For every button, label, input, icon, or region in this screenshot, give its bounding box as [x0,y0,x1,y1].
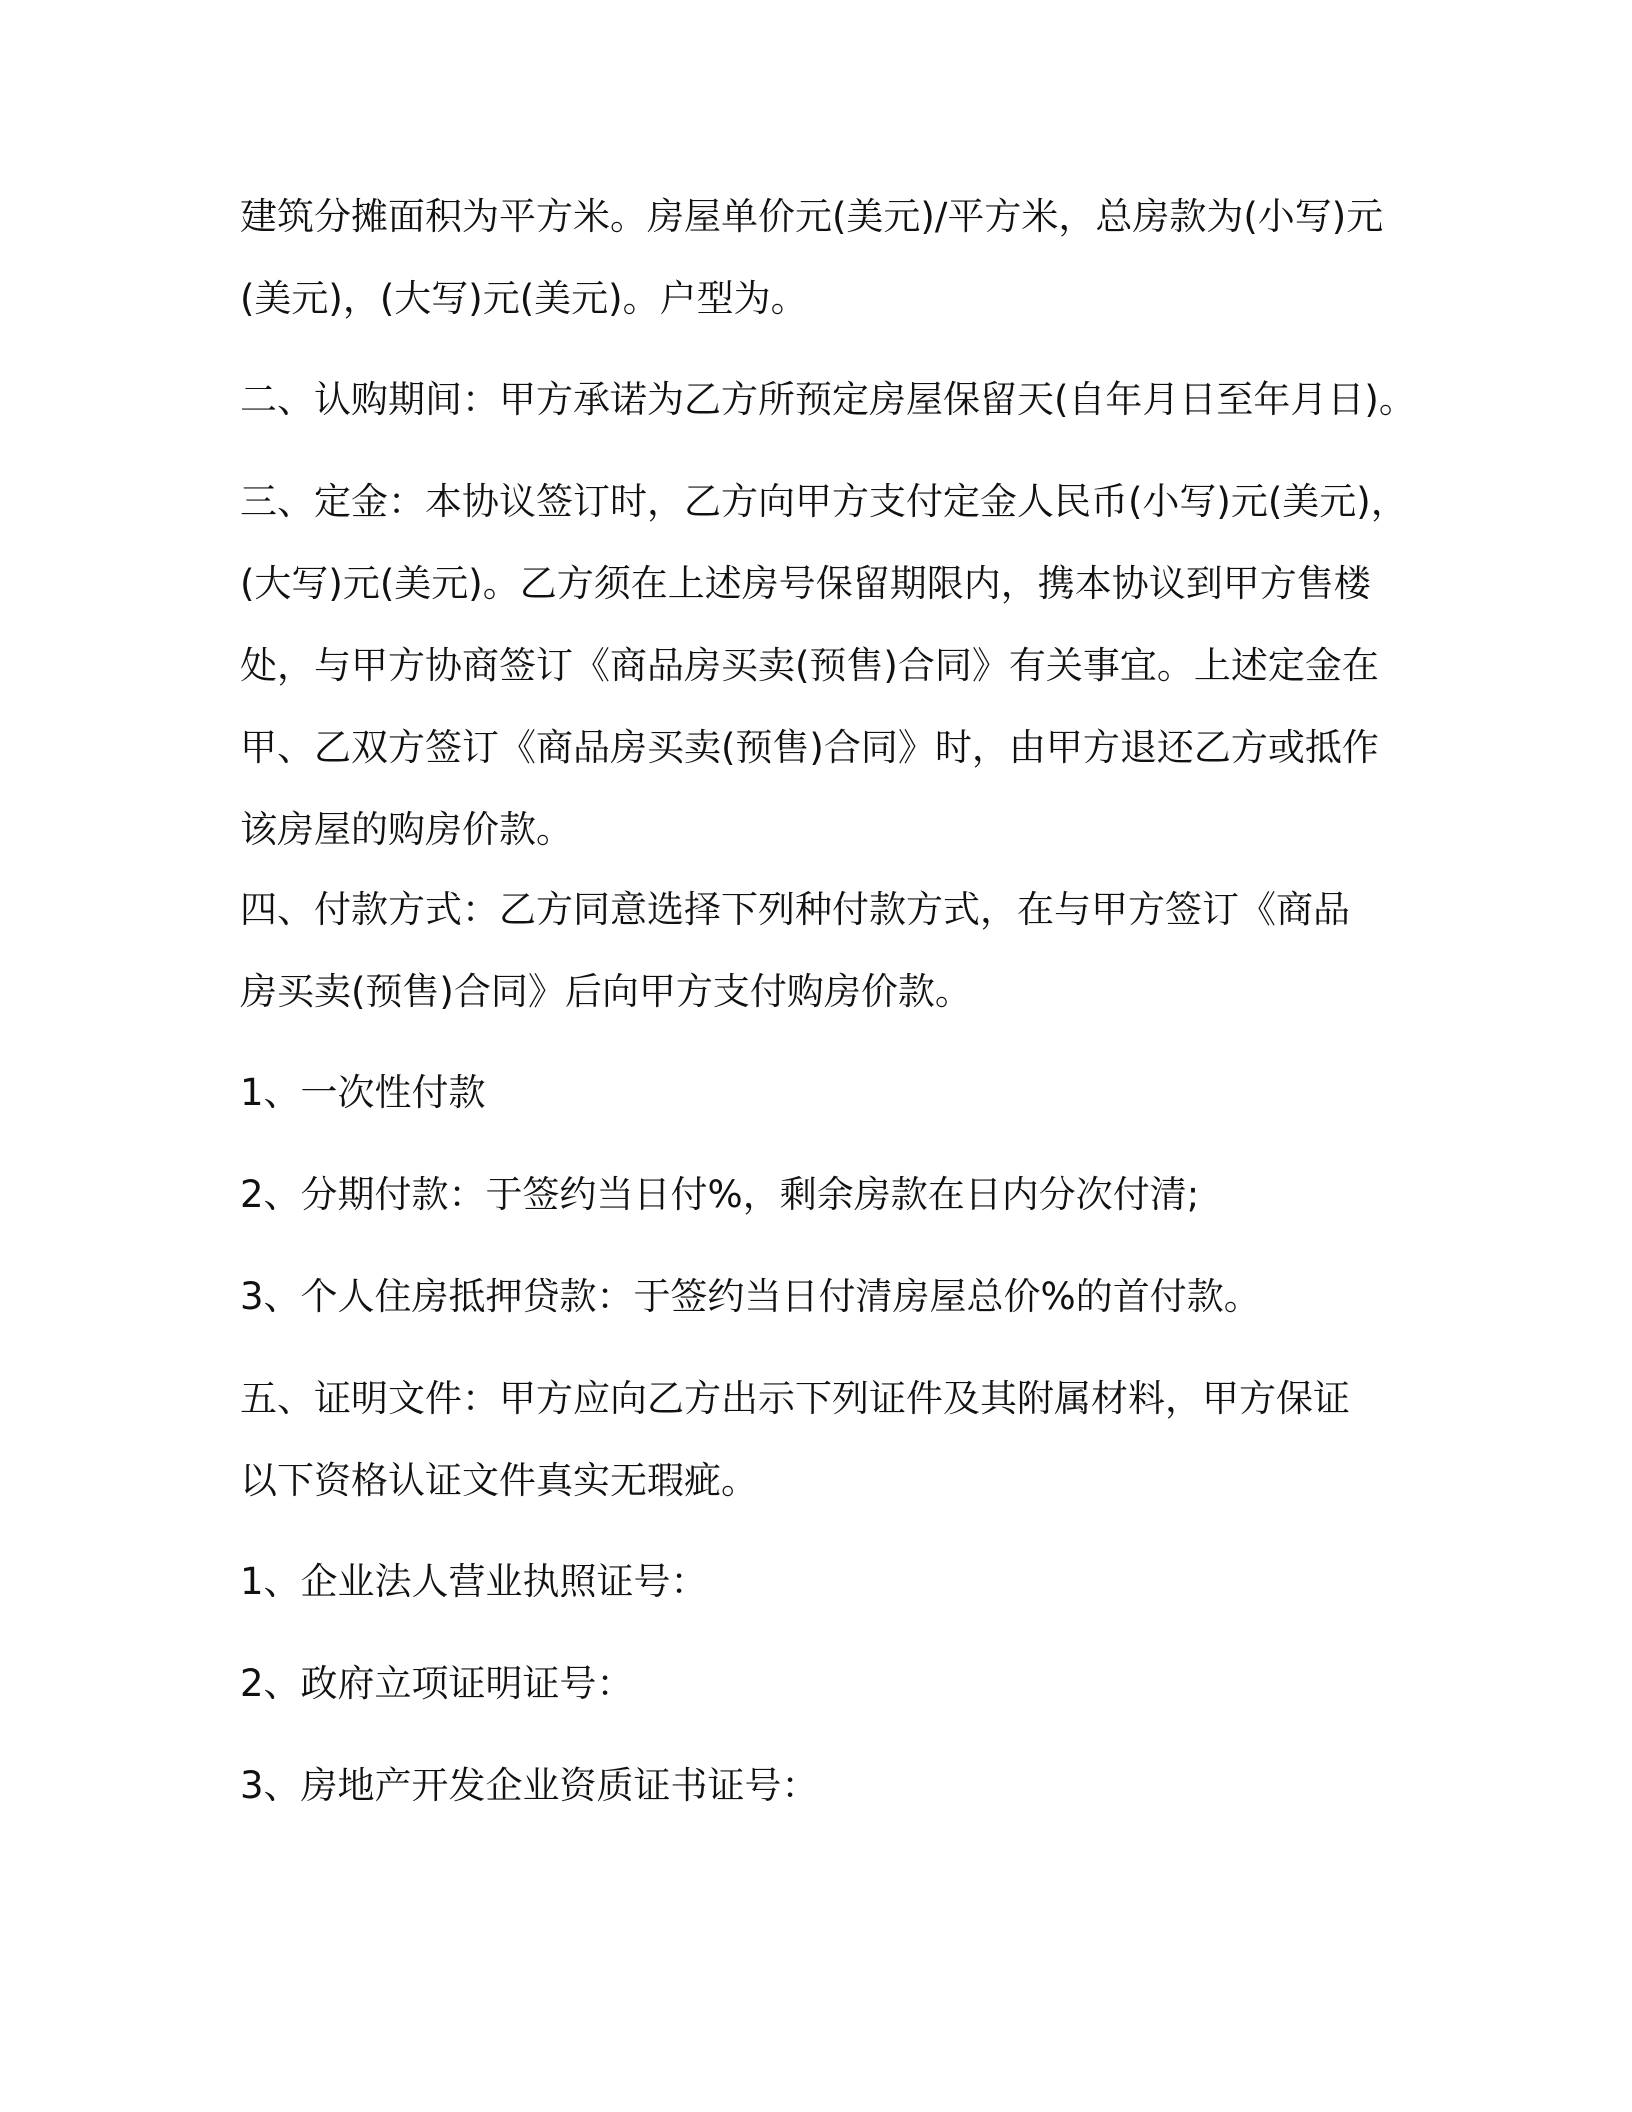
list-item-project-approval [240,1643,634,1725]
text-line: 3、房地产开发企业资质证书证号： [240,1764,819,1807]
text-line: 房买卖(预售)合同》后向甲方支付购房价款。 [240,970,972,1013]
text-line: 该房屋的购房价款。 [240,808,573,851]
text-line: 2、政府立项证明证号： [240,1662,634,1705]
text-line: 以下资格认证文件真实无瑕疵。 [240,1459,758,1502]
text-line: 三、定金：本协议签订时，乙方向甲方支付定金人民币(小写)元(美元)， [240,480,1408,523]
text-line: 处，与甲方协商签订《商品房买卖(预售)合同》有关事宜。上述定金在 [240,644,1379,687]
text-line: 五、证明文件：甲方应向乙方出示下列证件及其附属材料，甲方保证 [240,1377,1350,1420]
text-line: (大写)元(美元)。乙方须在上述房号保留期限内，携本协议到甲方售楼 [240,562,1371,605]
text-line: 建筑分摊面积为平方米。房屋单价元(美元)/平方米，总房款为(小写)元 [240,195,1384,238]
text-line: 2、分期付款：于签约当日付%，剩余房款在日内分次付清; [240,1173,1200,1216]
text-line: 二、认购期间：甲方承诺为乙方所预定房屋保留天(自年月日至年月日)。 [240,378,1416,421]
paragraph-building-area [240,176,1383,340]
paragraph-payment-method [240,869,1350,1033]
text-line: 1、企业法人营业执照证号： [240,1560,708,1603]
list-item-business-license [240,1541,708,1623]
paragraph-certificates [240,1358,1350,1522]
text-line: 四、付款方式：乙方同意选择下列种付款方式，在与甲方签订《商品 [240,888,1350,931]
list-item-installment [240,1154,1199,1236]
paragraph-subscription-period [240,359,1416,441]
text-line: 甲、乙双方签订《商品房买卖(预售)合同》时，由甲方退还乙方或抵作 [240,726,1379,769]
text-line: 3、个人住房抵押贷款：于签约当日付清房屋总价%的首付款。 [240,1275,1261,1318]
list-item-mortgage [240,1256,1261,1338]
list-item-qualification-certificate [240,1745,819,1827]
paragraph-deposit [240,461,1408,871]
text-line: (美元)，(大写)元(美元)。户型为。 [240,277,808,320]
list-item-lump-sum [240,1052,486,1134]
text-line: 1、一次性付款 [240,1071,486,1114]
